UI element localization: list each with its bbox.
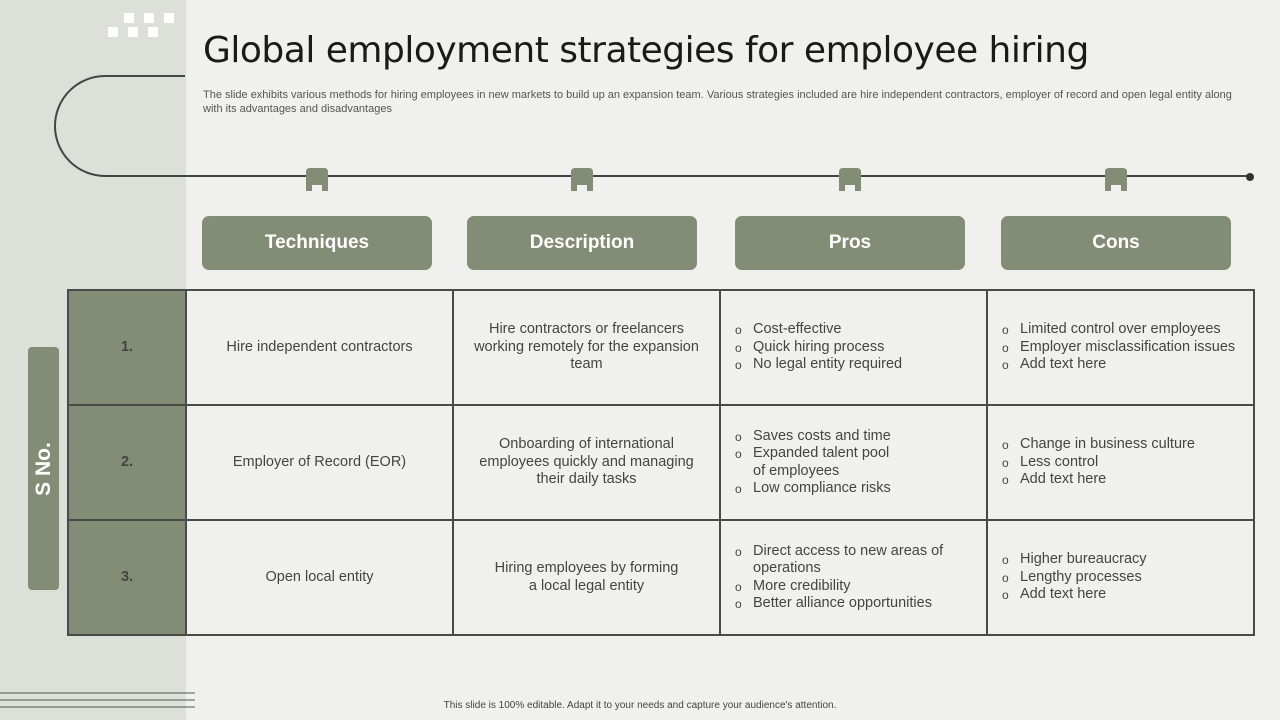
pros-item: o Cost-effective — [753, 321, 972, 339]
row-number: 1. — [68, 290, 186, 405]
description-cell: Hiring employees by forming a local legal entity — [453, 520, 720, 635]
cons-item: o Lengthy processes — [1020, 569, 1239, 587]
cons-item: o Employer misclassification issues — [1020, 339, 1239, 357]
header-description: Description — [467, 216, 697, 270]
technique-cell: Open local entity — [186, 520, 453, 635]
cons-cell — [987, 405, 1254, 520]
decorative-dots — [108, 13, 178, 39]
cons-item: o Add text here — [1020, 586, 1239, 604]
strategies-table — [67, 289, 1255, 636]
pros-item: o Quick hiring process — [753, 339, 972, 357]
cons-item: o Limited control over employees — [1020, 321, 1239, 339]
technique-cell: Employer of Record (EOR) — [186, 405, 453, 520]
description-cell: Hire contractors or freelancers working remotely for the expansion team — [453, 290, 720, 405]
pros-item: o Direct access to new areas of operations — [753, 543, 972, 578]
technique-cell: Hire independent contractors — [186, 290, 453, 405]
pros-item: o Expanded talent pool of employees — [753, 445, 903, 480]
table-row — [68, 290, 1254, 405]
cons-item: o Change in business culture — [1020, 436, 1239, 454]
row-number: 3. — [68, 520, 186, 635]
pros-cell — [720, 405, 987, 520]
description-cell: Onboarding of international employees quickly and managing their daily tasks — [453, 405, 720, 520]
pros-item: o More credibility — [753, 578, 972, 596]
cons-item: o Add text here — [1020, 471, 1239, 489]
page-title: Global employment strategies for employee hiring — [203, 30, 1089, 71]
serial-number-label — [28, 347, 59, 590]
cons-item: o Less control — [1020, 454, 1239, 472]
header-cons: Cons — [1001, 216, 1231, 270]
footer-note: This slide is 100% editable. Adapt it to your needs and capture your audience's attention. — [443, 700, 837, 711]
table-row — [68, 520, 1254, 635]
pros-cell — [720, 290, 987, 405]
cons-cell — [987, 520, 1254, 635]
header-techniques: Techniques — [202, 216, 432, 270]
cons-cell — [987, 290, 1254, 405]
pros-item: o Low compliance risks — [753, 480, 972, 498]
page-subtitle: The slide exhibits various methods for hiring employees in new markets to build up an expansion team. Various strategies included are hire independent contractors, employer of record and open legal entity along with its advantages and disadvantages — [203, 89, 1232, 115]
pros-item: o Better alliance opportunities — [753, 595, 972, 613]
row-number: 2. — [68, 405, 186, 520]
cons-item: o Higher bureaucracy — [1020, 551, 1239, 569]
cons-item: o Add text here — [1020, 356, 1239, 374]
table-row — [68, 405, 1254, 520]
pros-item: o No legal entity required — [753, 356, 972, 374]
pros-cell — [720, 520, 987, 635]
header-pros: Pros — [735, 216, 965, 270]
pros-item: o Saves costs and time — [753, 428, 972, 446]
serial-number-text: S No. — [31, 441, 55, 496]
timeline-connector — [0, 60, 1280, 200]
